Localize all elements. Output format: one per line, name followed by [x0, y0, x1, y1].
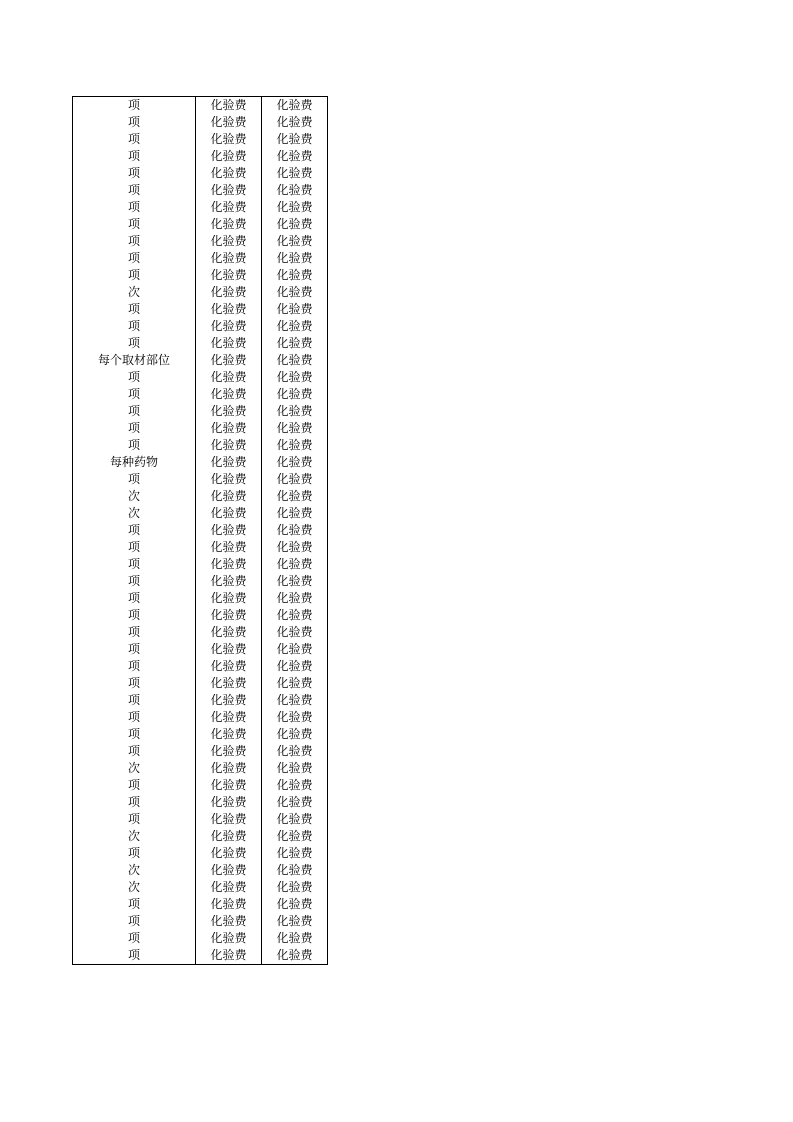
- fee-category-cell: 化验费: [196, 658, 262, 675]
- fee-category-cell: 化验费: [196, 403, 262, 420]
- fee-category-alt-cell: 化验费: [262, 692, 328, 709]
- fee-category-cell: 化验费: [196, 267, 262, 284]
- fee-category-alt-cell: 化验费: [262, 573, 328, 590]
- unit-cell: 项: [73, 522, 196, 539]
- fee-category-cell: 化验费: [196, 454, 262, 471]
- unit-cell: 项: [73, 811, 196, 828]
- fee-category-cell: 化验费: [196, 471, 262, 488]
- fee-category-alt-cell: 化验费: [262, 403, 328, 420]
- fee-category-alt-cell: 化验费: [262, 114, 328, 131]
- table-row: [73, 573, 328, 590]
- fee-category-alt-cell: 化验费: [262, 301, 328, 318]
- fee-category-alt-cell: 化验费: [262, 284, 328, 301]
- unit-cell: 项: [73, 896, 196, 913]
- unit-cell: 项: [73, 624, 196, 641]
- fee-category-alt-cell: 化验费: [262, 97, 328, 115]
- table-row: [73, 692, 328, 709]
- fee-category-cell: 化验费: [196, 811, 262, 828]
- table-row: [73, 845, 328, 862]
- table-row: [73, 250, 328, 267]
- table-row: [73, 624, 328, 641]
- fee-category-cell: 化验费: [196, 896, 262, 913]
- fee-category-alt-cell: 化验费: [262, 828, 328, 845]
- unit-cell: 项: [73, 250, 196, 267]
- fee-category-alt-cell: 化验费: [262, 675, 328, 692]
- fee-category-alt-cell: 化验费: [262, 811, 328, 828]
- table-row: [73, 947, 328, 965]
- fee-category-cell: 化验费: [196, 250, 262, 267]
- fee-category-cell: 化验费: [196, 352, 262, 369]
- table-row: [73, 386, 328, 403]
- fee-category-cell: 化验费: [196, 930, 262, 947]
- fee-category-cell: 化验费: [196, 97, 262, 115]
- unit-cell: 项: [73, 539, 196, 556]
- fee-category-alt-cell: 化验费: [262, 658, 328, 675]
- unit-cell: 项: [73, 777, 196, 794]
- unit-cell: 项: [73, 573, 196, 590]
- fee-category-alt-cell: 化验费: [262, 947, 328, 965]
- table-row: [73, 182, 328, 199]
- fee-category-alt-cell: 化验费: [262, 879, 328, 896]
- fee-category-alt-cell: 化验费: [262, 726, 328, 743]
- fee-category-cell: 化验费: [196, 182, 262, 199]
- fee-category-cell: 化验费: [196, 692, 262, 709]
- unit-cell: 项: [73, 556, 196, 573]
- unit-cell: 项: [73, 420, 196, 437]
- fee-category-cell: 化验费: [196, 522, 262, 539]
- fee-category-cell: 化验费: [196, 131, 262, 148]
- fee-category-cell: 化验费: [196, 233, 262, 250]
- fee-category-cell: 化验费: [196, 590, 262, 607]
- table-row: [73, 216, 328, 233]
- table-row: [73, 556, 328, 573]
- unit-cell: 项: [73, 726, 196, 743]
- fee-category-cell: 化验费: [196, 420, 262, 437]
- fee-category-alt-cell: 化验费: [262, 267, 328, 284]
- fee-category-cell: 化验费: [196, 386, 262, 403]
- unit-cell: 项: [73, 199, 196, 216]
- unit-cell: 次: [73, 862, 196, 879]
- table-row: [73, 335, 328, 352]
- unit-cell: 项: [73, 947, 196, 965]
- unit-cell: 项: [73, 845, 196, 862]
- fee-category-alt-cell: 化验费: [262, 930, 328, 947]
- unit-cell: 项: [73, 318, 196, 335]
- table-row: [73, 148, 328, 165]
- fee-category-alt-cell: 化验费: [262, 794, 328, 811]
- fee-category-cell: 化验费: [196, 301, 262, 318]
- fee-category-alt-cell: 化验费: [262, 369, 328, 386]
- table-row: [73, 862, 328, 879]
- unit-cell: 次: [73, 879, 196, 896]
- fee-category-alt-cell: 化验费: [262, 743, 328, 760]
- fee-category-alt-cell: 化验费: [262, 233, 328, 250]
- table-row: [73, 811, 328, 828]
- fee-table: [72, 96, 328, 965]
- fee-category-cell: 化验费: [196, 675, 262, 692]
- fee-category-alt-cell: 化验费: [262, 250, 328, 267]
- table-row: [73, 199, 328, 216]
- fee-table-body: [73, 97, 328, 965]
- unit-cell: 项: [73, 607, 196, 624]
- unit-cell: 项: [73, 403, 196, 420]
- fee-category-alt-cell: 化验费: [262, 335, 328, 352]
- table-row: [73, 505, 328, 522]
- fee-category-cell: 化验费: [196, 539, 262, 556]
- unit-cell: 次: [73, 488, 196, 505]
- fee-category-cell: 化验费: [196, 828, 262, 845]
- fee-category-alt-cell: 化验费: [262, 896, 328, 913]
- fee-category-alt-cell: 化验费: [262, 709, 328, 726]
- fee-category-alt-cell: 化验费: [262, 607, 328, 624]
- table-row: [73, 607, 328, 624]
- fee-category-cell: 化验费: [196, 607, 262, 624]
- unit-cell: 项: [73, 97, 196, 115]
- unit-cell: 项: [73, 267, 196, 284]
- table-row: [73, 233, 328, 250]
- table-row: [73, 913, 328, 930]
- fee-category-alt-cell: 化验费: [262, 845, 328, 862]
- table-row: [73, 437, 328, 454]
- unit-cell: 项: [73, 709, 196, 726]
- table-row: [73, 301, 328, 318]
- table-row: [73, 267, 328, 284]
- unit-cell: 项: [73, 182, 196, 199]
- fee-category-cell: 化验费: [196, 726, 262, 743]
- fee-category-cell: 化验费: [196, 709, 262, 726]
- fee-category-cell: 化验费: [196, 743, 262, 760]
- fee-category-alt-cell: 化验费: [262, 539, 328, 556]
- unit-cell: 次: [73, 505, 196, 522]
- table-row: [73, 879, 328, 896]
- fee-category-alt-cell: 化验费: [262, 590, 328, 607]
- unit-cell: 项: [73, 794, 196, 811]
- fee-category-alt-cell: 化验费: [262, 420, 328, 437]
- fee-category-alt-cell: 化验费: [262, 641, 328, 658]
- fee-category-cell: 化验费: [196, 641, 262, 658]
- table-row: [73, 403, 328, 420]
- table-row: [73, 777, 328, 794]
- fee-category-cell: 化验费: [196, 556, 262, 573]
- fee-category-alt-cell: 化验费: [262, 182, 328, 199]
- unit-cell: 每种药物: [73, 454, 196, 471]
- unit-cell: 每个取材部位: [73, 352, 196, 369]
- unit-cell: 项: [73, 369, 196, 386]
- fee-category-alt-cell: 化验费: [262, 199, 328, 216]
- fee-category-cell: 化验费: [196, 148, 262, 165]
- unit-cell: 项: [73, 386, 196, 403]
- table-row: [73, 369, 328, 386]
- table-row: [73, 726, 328, 743]
- fee-category-cell: 化验费: [196, 947, 262, 965]
- table-row: [73, 658, 328, 675]
- table-row: [73, 743, 328, 760]
- fee-category-cell: 化验费: [196, 913, 262, 930]
- fee-category-cell: 化验费: [196, 216, 262, 233]
- unit-cell: 项: [73, 114, 196, 131]
- fee-category-alt-cell: 化验费: [262, 131, 328, 148]
- fee-category-alt-cell: 化验费: [262, 488, 328, 505]
- table-row: [73, 539, 328, 556]
- table-row: [73, 97, 328, 115]
- unit-cell: 项: [73, 641, 196, 658]
- fee-category-cell: 化验费: [196, 760, 262, 777]
- fee-category-alt-cell: 化验费: [262, 454, 328, 471]
- unit-cell: 项: [73, 675, 196, 692]
- fee-category-alt-cell: 化验费: [262, 522, 328, 539]
- fee-category-cell: 化验费: [196, 845, 262, 862]
- unit-cell: 项: [73, 233, 196, 250]
- fee-category-cell: 化验费: [196, 165, 262, 182]
- fee-category-cell: 化验费: [196, 794, 262, 811]
- fee-category-cell: 化验费: [196, 862, 262, 879]
- table-row: [73, 709, 328, 726]
- unit-cell: 项: [73, 471, 196, 488]
- unit-cell: 项: [73, 131, 196, 148]
- table-row: [73, 488, 328, 505]
- unit-cell: 项: [73, 148, 196, 165]
- fee-category-alt-cell: 化验费: [262, 148, 328, 165]
- table-row: [73, 641, 328, 658]
- unit-cell: 项: [73, 743, 196, 760]
- table-row: [73, 675, 328, 692]
- fee-category-cell: 化验费: [196, 573, 262, 590]
- fee-category-cell: 化验费: [196, 318, 262, 335]
- table-row: [73, 794, 328, 811]
- unit-cell: 项: [73, 913, 196, 930]
- table-row: [73, 760, 328, 777]
- table-row: [73, 352, 328, 369]
- fee-category-cell: 化验费: [196, 114, 262, 131]
- table-row: [73, 471, 328, 488]
- table-row: [73, 318, 328, 335]
- table-row: [73, 165, 328, 182]
- fee-category-alt-cell: 化验费: [262, 862, 328, 879]
- fee-category-alt-cell: 化验费: [262, 777, 328, 794]
- fee-category-cell: 化验费: [196, 437, 262, 454]
- unit-cell: 次: [73, 284, 196, 301]
- fee-category-alt-cell: 化验费: [262, 505, 328, 522]
- fee-category-cell: 化验费: [196, 284, 262, 301]
- fee-category-cell: 化验费: [196, 199, 262, 216]
- table-row: [73, 522, 328, 539]
- fee-category-alt-cell: 化验费: [262, 471, 328, 488]
- fee-category-alt-cell: 化验费: [262, 556, 328, 573]
- fee-category-cell: 化验费: [196, 505, 262, 522]
- table-row: [73, 930, 328, 947]
- table-row: [73, 454, 328, 471]
- fee-category-alt-cell: 化验费: [262, 165, 328, 182]
- fee-category-cell: 化验费: [196, 369, 262, 386]
- unit-cell: 项: [73, 437, 196, 454]
- table-row: [73, 590, 328, 607]
- unit-cell: 项: [73, 301, 196, 318]
- fee-category-alt-cell: 化验费: [262, 386, 328, 403]
- table-row: [73, 420, 328, 437]
- table-row: [73, 828, 328, 845]
- fee-category-cell: 化验费: [196, 879, 262, 896]
- fee-category-cell: 化验费: [196, 624, 262, 641]
- fee-category-alt-cell: 化验费: [262, 624, 328, 641]
- fee-category-alt-cell: 化验费: [262, 216, 328, 233]
- table-row: [73, 896, 328, 913]
- unit-cell: 项: [73, 930, 196, 947]
- table-row: [73, 131, 328, 148]
- table-row: [73, 284, 328, 301]
- fee-category-alt-cell: 化验费: [262, 352, 328, 369]
- fee-category-alt-cell: 化验费: [262, 760, 328, 777]
- unit-cell: 项: [73, 692, 196, 709]
- unit-cell: 项: [73, 658, 196, 675]
- unit-cell: 项: [73, 335, 196, 352]
- table-row: [73, 114, 328, 131]
- fee-category-alt-cell: 化验费: [262, 318, 328, 335]
- fee-category-alt-cell: 化验费: [262, 437, 328, 454]
- unit-cell: 项: [73, 216, 196, 233]
- unit-cell: 次: [73, 828, 196, 845]
- unit-cell: 项: [73, 590, 196, 607]
- unit-cell: 项: [73, 165, 196, 182]
- fee-category-cell: 化验费: [196, 488, 262, 505]
- fee-category-cell: 化验费: [196, 777, 262, 794]
- fee-category-alt-cell: 化验费: [262, 913, 328, 930]
- unit-cell: 次: [73, 760, 196, 777]
- fee-category-cell: 化验费: [196, 335, 262, 352]
